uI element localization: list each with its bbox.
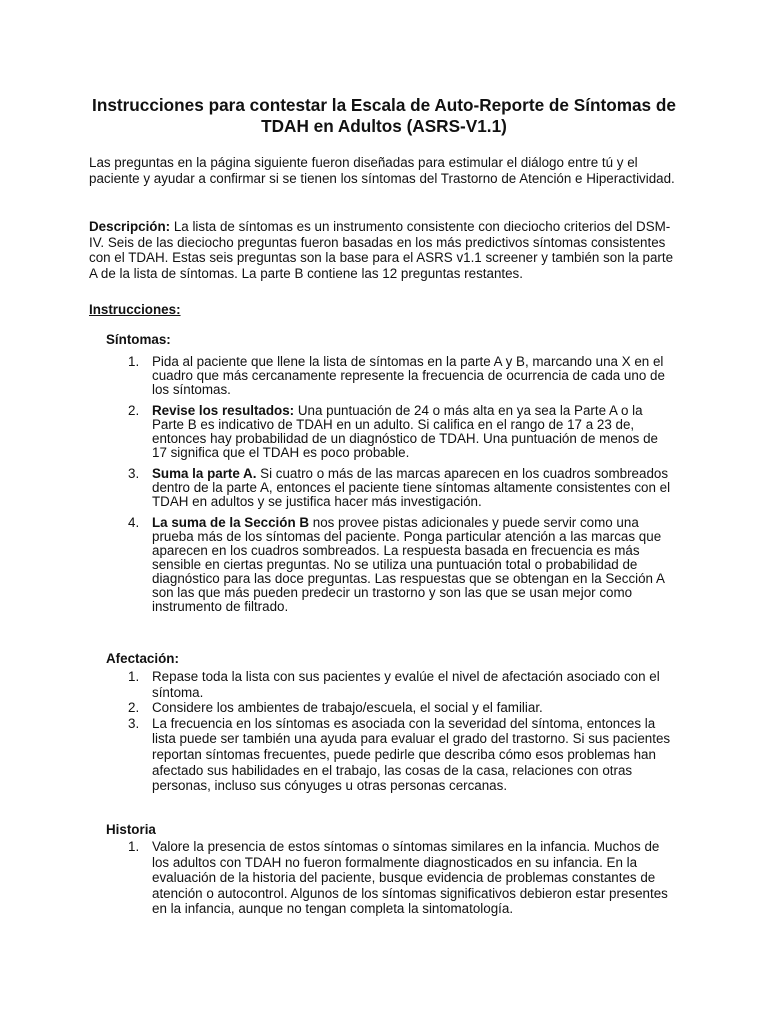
list-item-bold: Suma la parte A. bbox=[152, 466, 257, 481]
list-item-text: nos provee pistas adicionales y puede servir como una prueba más de los síntomas del paciente. Ponga particular atención a las marcas que aparecen en los cuadros sombreados. La respuesta basada en frecuencia es más sensible en ciertas preguntas. No se utiliza una puntuación total o probabilidad de diagnóstico para las doce preguntas. Las respuestas que se obtengan en la Sección A son las que más pueden predecir un trastorno y son las que se usan mejor como instrumento de filtrado. bbox=[152, 515, 665, 614]
list-item bbox=[0, 467, 672, 509]
list-item-number: 1. bbox=[128, 669, 140, 684]
sintomas-heading: Síntomas: bbox=[106, 332, 171, 347]
list-item-number: 3. bbox=[128, 466, 140, 481]
list-item-number: 2. bbox=[128, 700, 140, 716]
list-item-number: 2. bbox=[128, 403, 140, 418]
historia-heading: Historia bbox=[106, 822, 156, 837]
description-label: Descripción: bbox=[89, 219, 171, 234]
list-item bbox=[0, 669, 672, 700]
list-item-number: 4. bbox=[128, 515, 140, 530]
list-item-text: Valore la presencia de estos síntomas o síntomas similares en la infancia. Muchos de los adultos con TDAH no fueron formalmente diagnosticados en su infancia. En la evaluación de la historia del paciente, busque evidencia de problemas constantes de atención o autocontrol. Algunos de los síntomas significativos debieron estar presentes en la infancia, aunque no tengan completa la sintomatología. bbox=[152, 839, 668, 917]
list-item-number: 3. bbox=[128, 715, 140, 731]
list-item-text: Una puntuación de 24 o más alta en ya sea la Parte A o la Parte B es indicativo de TDAH en un adulto. Si califica en el rango de 17 a 23 de, entonces hay probabilidad de un diagnóstico de TDAH. Una puntuación de menos de 17 significa que el TDAH es poco probable. bbox=[152, 403, 658, 460]
intro-paragraph: Las preguntas en la página siguiente fueron diseñadas para estimular el diálogo entre tú y el paciente y ayudar a confirmar si se tienen los síntomas del Trastorno de Atención e Hiperactividad. bbox=[89, 155, 675, 186]
list-item-text: Considere los ambientes de trabajo/escuela, el social y el familiar. bbox=[152, 700, 543, 716]
description-text: La lista de síntomas es un instrumento consistente con dieciocho criterios del DSM-IV. Seis de las dieciocho preguntas fueron basadas en los más predictivos síntomas consistentes con el TDAH. Estas seis preguntas son la base para el ASRS v1.1 screener y también son la parte A de la lista de síntomas. La parte B contiene las 12 preguntas restantes. bbox=[89, 219, 674, 281]
list-item-bold: La suma de la Sección B bbox=[152, 515, 310, 530]
list-item-number: 1. bbox=[128, 839, 140, 854]
list-item bbox=[0, 839, 672, 917]
list-item-text: Repase toda la lista con sus pacientes y evalúe el nivel de afectación asociado con el síntoma. bbox=[152, 669, 660, 700]
document-title: Instrucciones para contestar la Escala de Auto-Reporte de Síntomas de TDAH en Adultos (ASRS-V1.1) bbox=[92, 95, 676, 136]
sintomas-list bbox=[0, 355, 672, 614]
list-item bbox=[0, 355, 672, 397]
list-item bbox=[0, 516, 672, 614]
list-item-bold: Revise los resultados: bbox=[152, 403, 295, 418]
afectacion-list bbox=[0, 669, 672, 794]
list-item-text: Pida al paciente que llene la lista de síntomas en la parte A y B, marcando una X en el cuadro que más cercanamente represente la frecuencia de ocurrencia de cada uno de los síntomas. bbox=[152, 354, 665, 397]
list-item bbox=[0, 404, 672, 460]
historia-list bbox=[0, 839, 672, 917]
instructions-heading: Instrucciones: bbox=[89, 302, 181, 317]
list-item bbox=[0, 716, 672, 794]
description-paragraph bbox=[89, 219, 679, 281]
list-item-text: La frecuencia en los síntomas es asociada con la severidad del síntoma, entonces la lista puede ser también una ayuda para evaluar el grado del trastorno. Si sus pacientes reportan síntomas frecuentes, puede pedirle que describa cómo esos problemas han afectado sus habilidades en el trabajo, las cosas de la casa, relaciones con otras personas, incluso sus cónyuges u otras personas cercanas. bbox=[152, 715, 671, 794]
afectacion-heading: Afectación: bbox=[106, 651, 179, 666]
list-item-number: 1. bbox=[128, 354, 140, 369]
list-item bbox=[0, 700, 672, 716]
list-item-text: Si cuatro o más de las marcas aparecen en los cuadros sombreados dentro de la parte A, entonces el paciente tiene síntomas altamente consistentes con el TDAH en adultos y se justifica hacer más investigación. bbox=[152, 466, 671, 509]
